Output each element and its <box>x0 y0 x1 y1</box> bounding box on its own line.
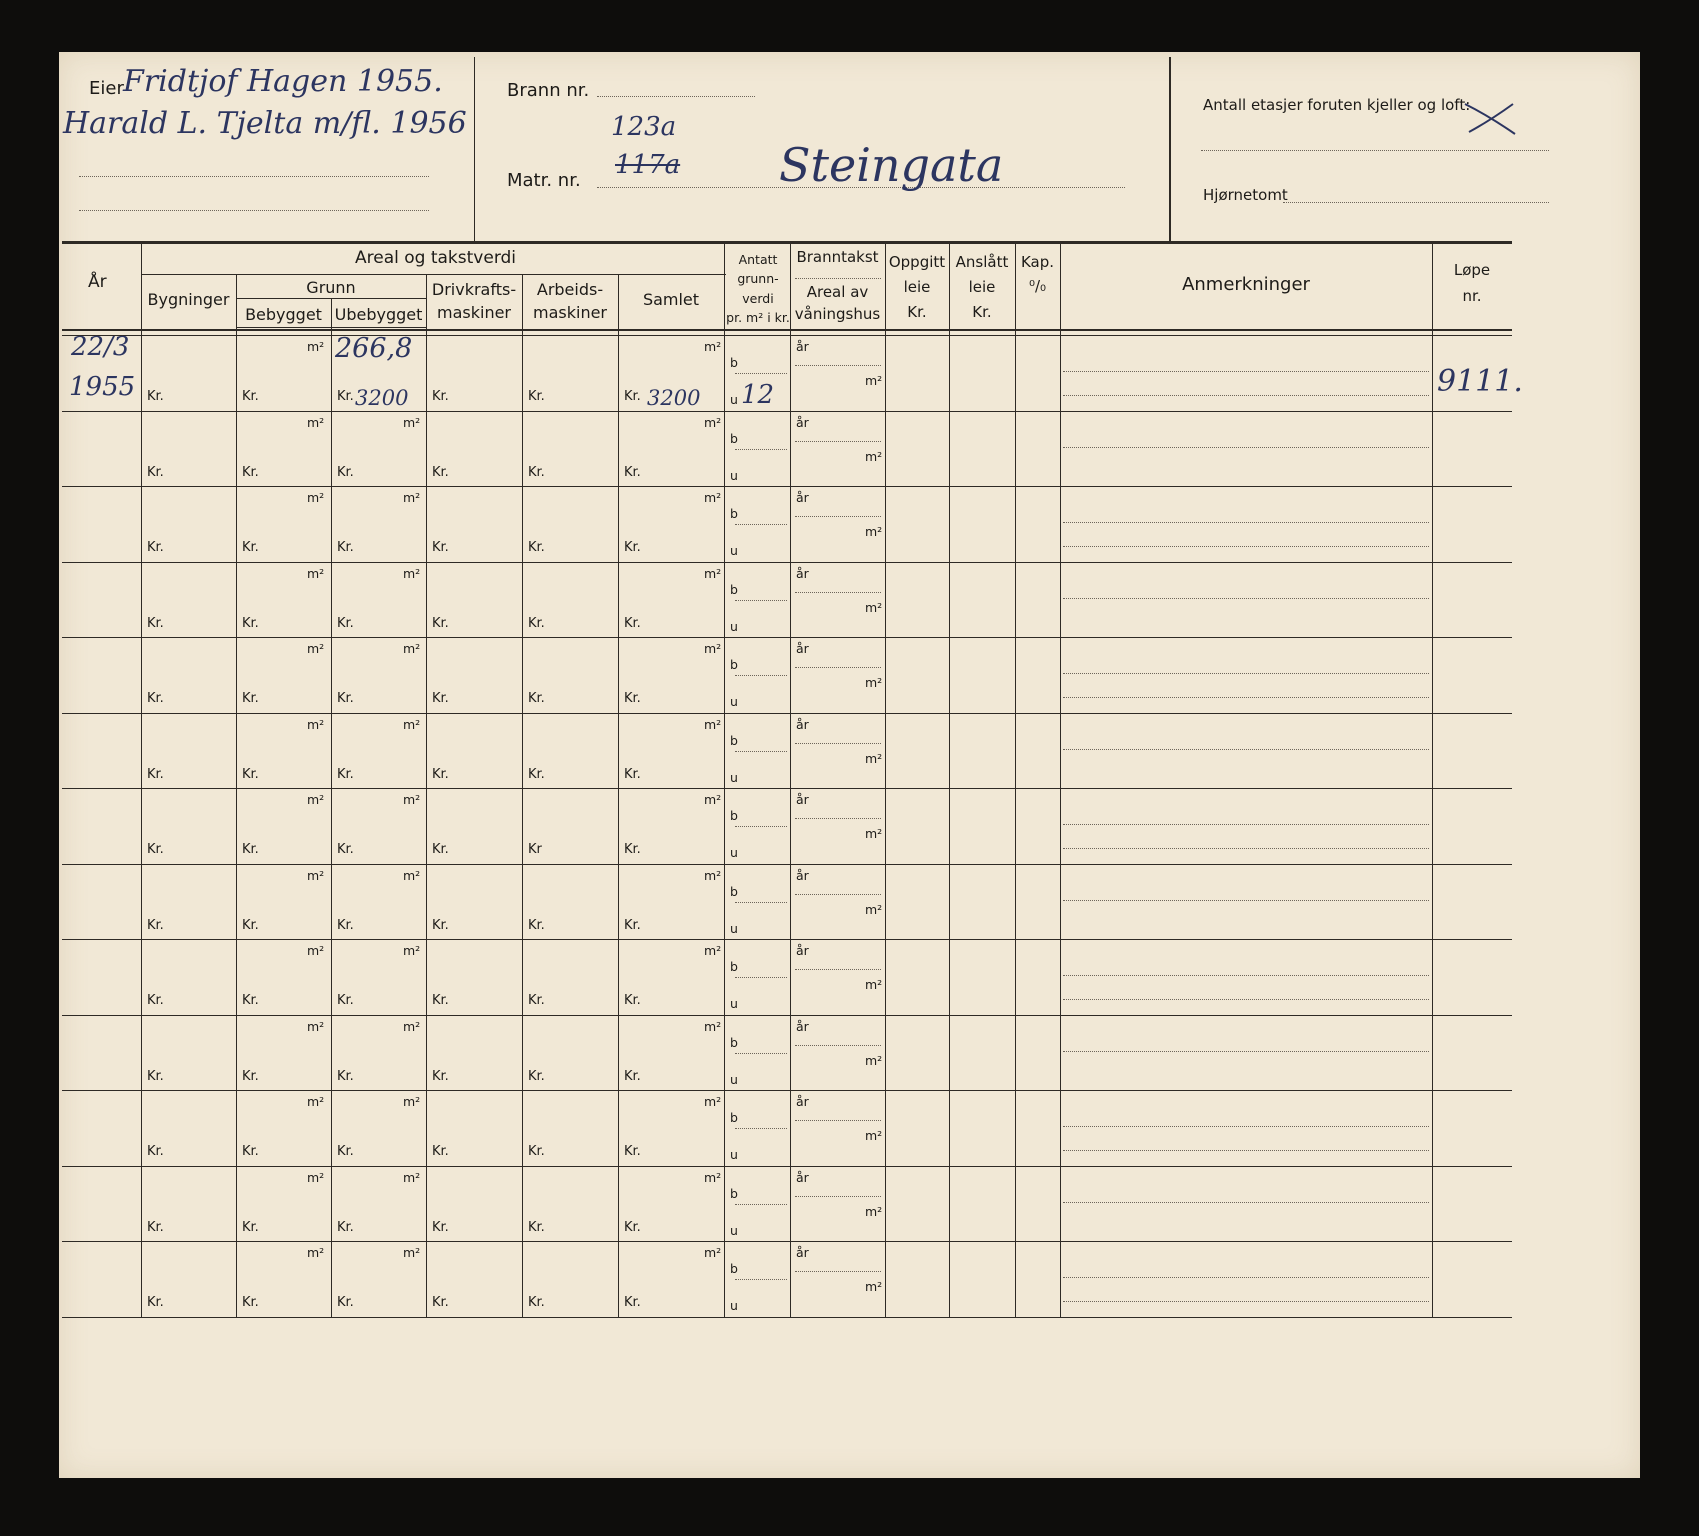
row-1-ubebygget-area: 266,8 <box>335 333 413 364</box>
column-line <box>522 274 523 1317</box>
m2-label: m² <box>865 977 883 992</box>
kr-label: Kr. <box>242 1219 259 1235</box>
u-label: u <box>730 1222 738 1238</box>
kr-label: Kr. <box>337 766 354 782</box>
kr-label: Kr. <box>337 842 354 857</box>
col-bygninger: Bygninger <box>147 290 230 309</box>
u-label: u <box>730 1298 738 1313</box>
anmerkninger-line <box>1063 824 1429 825</box>
row-divider <box>62 788 1512 789</box>
kr-label: Kr. <box>242 993 259 1008</box>
m2-label: m² <box>403 414 421 430</box>
kr-label: Kr. <box>147 1295 164 1310</box>
m2-label: m² <box>403 716 421 732</box>
kr-label: Kr. <box>147 1219 164 1235</box>
ar-label: år <box>796 716 809 732</box>
m2-label: m² <box>307 414 325 430</box>
column-line <box>426 274 427 1317</box>
column-line <box>885 241 886 1317</box>
kr-label: Kr. <box>624 1068 641 1084</box>
m2-label: m² <box>403 943 421 958</box>
b-label: b <box>730 506 738 521</box>
u-label: u <box>730 694 738 709</box>
kr-label: Kr. <box>337 1219 354 1235</box>
kr-label: Kr. <box>528 1219 545 1235</box>
matr-new: 123a <box>611 112 677 142</box>
m2-label: m² <box>403 867 421 883</box>
m2-label: m² <box>704 490 722 505</box>
kr-label: Kr. <box>624 917 641 933</box>
anmerkninger-line <box>1063 598 1429 599</box>
m2-label: m² <box>307 641 325 656</box>
row-divider <box>62 939 1512 940</box>
m2-label: m² <box>865 750 883 766</box>
u-label: u <box>730 996 738 1011</box>
col-grunn: Grunn <box>306 278 356 297</box>
kr-label: Kr. <box>337 993 354 1008</box>
u-label: u <box>730 769 738 785</box>
kr-label: Kr. <box>337 540 354 555</box>
col-ubebygget: Ubebygget <box>334 305 423 324</box>
kr-label: Kr. <box>432 1068 449 1084</box>
anmerkninger-line <box>1063 848 1429 849</box>
column-line <box>331 298 332 1317</box>
ar-label: år <box>796 792 809 807</box>
hjornetomt-label: Hjørnetomt <box>1203 186 1288 204</box>
m2-label: m² <box>865 1203 883 1219</box>
kr-label: Kr. <box>337 691 354 706</box>
kr-label: Kr. <box>432 1144 449 1159</box>
col-oppgitt-leie: Oppgitt leie Kr. <box>888 253 946 321</box>
kr-label: Kr. <box>242 766 259 782</box>
m2-label: m² <box>865 1128 883 1143</box>
m2-label: m² <box>307 339 325 354</box>
m2-label: m² <box>403 1018 421 1034</box>
b-label: b <box>730 808 738 823</box>
kr-label: Kr. <box>624 1144 641 1159</box>
kr-label: Kr. <box>528 766 545 782</box>
x-mark-icon <box>1461 98 1521 138</box>
anmerkninger-line <box>1063 447 1429 448</box>
kr-label: Kr. <box>432 766 449 782</box>
kr-label: Kr. <box>242 691 259 706</box>
kr-label: Kr. <box>147 464 164 480</box>
m2-label: m² <box>403 1245 421 1260</box>
anmerkninger-line <box>1063 546 1429 547</box>
column-line <box>790 241 791 1317</box>
anmerkninger-line <box>1063 522 1429 523</box>
kr-label: Kr. <box>624 691 641 706</box>
m2-label: m² <box>865 599 883 615</box>
ar-label: år <box>796 641 809 656</box>
m2-label: m² <box>865 1052 883 1068</box>
anmerkninger-line <box>1063 697 1429 698</box>
m2-label: m² <box>403 1169 421 1185</box>
kr-label: Kr. <box>337 917 354 933</box>
row-divider <box>62 1317 1512 1318</box>
eier-label: Eier <box>89 78 124 99</box>
m2-label: m² <box>307 943 325 958</box>
col-drivkrafts: Drivkrafts- maskiner <box>431 280 517 323</box>
kr-label: Kr. <box>432 389 449 404</box>
row-divider <box>62 713 1512 714</box>
col-areal-og-takstverdi: Areal og takstverdi <box>355 248 517 268</box>
kr-label: Kr. <box>528 917 545 933</box>
m2-label: m² <box>403 490 421 505</box>
kr-label: Kr. <box>242 389 259 404</box>
ar-label: år <box>796 1169 809 1185</box>
kr-label: Kr. <box>432 917 449 933</box>
anmerkninger-line <box>1063 975 1429 976</box>
kr-label: Kr. <box>624 464 641 480</box>
col-samlet: Samlet <box>642 290 700 309</box>
row-divider <box>62 411 1512 412</box>
row-1-date-day: 22/3 <box>71 332 130 362</box>
kr-label: Kr. <box>337 1068 354 1084</box>
row-divider <box>62 1166 1512 1167</box>
row-divider <box>62 1090 1512 1091</box>
row-divider <box>62 1015 1512 1016</box>
column-line <box>1060 241 1061 1317</box>
etasjer-label: Antall etasjer foruten kjeller og loft: <box>1203 96 1471 114</box>
m2-label: m² <box>704 1018 722 1034</box>
m2-label: m² <box>865 1279 883 1294</box>
m2-label: m² <box>704 414 722 430</box>
col-antatt: Antatt grunn- verdi pr. m² i kr. <box>726 252 790 326</box>
anmerkninger-line <box>1063 999 1429 1000</box>
m2-label: m² <box>704 1094 722 1109</box>
m2-label: m² <box>704 641 722 656</box>
b-label: b <box>730 1110 738 1125</box>
anmerkninger-line <box>1063 1051 1429 1052</box>
row-1-ubebygget-kr: 3200 <box>355 386 409 410</box>
col-anslatt-leie: Anslått leie Kr. <box>955 253 1009 321</box>
ar-label: år <box>796 490 809 505</box>
kr-label: Kr. <box>432 691 449 706</box>
kr-label: Kr. <box>624 1295 641 1310</box>
b-label: b <box>730 1261 738 1276</box>
row-1-samlet-kr: 3200 <box>647 386 701 410</box>
kr-label: Kr. <box>432 615 449 631</box>
b-label: b <box>730 1034 738 1050</box>
kr-label: Kr. <box>242 1295 259 1310</box>
kr-label: Kr. <box>337 615 354 631</box>
b-label: b <box>730 883 738 899</box>
kr-label: Kr. <box>337 1295 354 1310</box>
kr-label: Kr. <box>624 1219 641 1235</box>
kr-label: Kr. <box>147 917 164 933</box>
b-label: b <box>730 657 738 672</box>
anmerkninger-line <box>1063 673 1429 674</box>
kr-label: Kr. <box>147 540 164 555</box>
m2-label: m² <box>865 675 883 690</box>
owner-2: Harald L. Tjelta m/fl. 1956 <box>63 106 467 141</box>
column-line <box>724 241 725 1317</box>
kr-label: Kr. <box>432 842 449 857</box>
kr-label: Kr. <box>242 615 259 631</box>
kr-label: Kr. <box>624 766 641 782</box>
kr-label: Kr. <box>432 1295 449 1310</box>
kr-label: Kr. <box>242 464 259 480</box>
m2-label: m² <box>403 641 421 656</box>
ar-label: år <box>796 414 809 430</box>
m2-label: m² <box>307 1245 325 1260</box>
kr-label: Kr. <box>624 540 641 555</box>
b-label: b <box>730 732 738 748</box>
u-label: u <box>730 920 738 936</box>
m2-label: m² <box>865 373 883 388</box>
kr-label: Kr. <box>147 842 164 857</box>
m2-label: m² <box>865 524 883 539</box>
m2-label: m² <box>704 1169 722 1185</box>
m2-label: m² <box>403 1094 421 1109</box>
col-ar: År <box>88 272 107 292</box>
kr-label: Kr. <box>147 1144 164 1159</box>
anmerkninger-line <box>1063 1150 1429 1151</box>
u-label: u <box>730 467 738 483</box>
column-line <box>949 241 950 1317</box>
kr-label: Kr. <box>337 464 354 480</box>
matr-old: 117a <box>615 150 681 180</box>
kr-label: Kr. <box>147 993 164 1008</box>
kr-label: Kr. <box>147 615 164 631</box>
kr-label: Kr. <box>528 691 545 706</box>
kr-label: Kr. <box>147 1068 164 1084</box>
u-label: u <box>730 845 738 860</box>
kr-label: Kr. <box>624 389 641 404</box>
col-bebygget: Bebygget <box>245 305 322 324</box>
col-lopenr: Løpe nr. <box>1453 261 1491 305</box>
ar-label: år <box>796 1245 809 1260</box>
row-divider <box>62 486 1512 487</box>
col-anmerkninger: Anmerkninger <box>1182 274 1310 295</box>
column-line <box>618 274 619 1317</box>
row-divider <box>62 1241 1512 1242</box>
m2-label: m² <box>307 565 325 581</box>
ar-label: år <box>796 1018 809 1034</box>
kr-label: Kr. <box>147 389 164 404</box>
col-areal-av-vaningshus: Areal av våningshus <box>794 283 881 323</box>
m2-label: m² <box>704 565 722 581</box>
u-label: u <box>730 618 738 634</box>
kr-label: Kr. <box>528 1144 545 1159</box>
m2-label: m² <box>307 867 325 883</box>
kr-label: Kr. <box>528 464 545 480</box>
kr-label: Kr. <box>432 540 449 555</box>
anmerkninger-line <box>1063 1277 1429 1278</box>
brann-label: Brann nr. <box>507 80 590 101</box>
anmerkninger-line <box>1063 1126 1429 1127</box>
kr-label: Kr. <box>147 766 164 782</box>
matr-label: Matr. nr. <box>507 170 581 191</box>
anmerkninger-line <box>1063 900 1429 901</box>
row-1-lopenr: 9111. <box>1437 364 1523 399</box>
b-label: b <box>730 1185 738 1201</box>
row-1-date-year: 1955 <box>69 372 136 402</box>
m2-label: m² <box>704 943 722 958</box>
ar-label: år <box>796 943 809 958</box>
kr-label: Kr <box>528 842 542 857</box>
property-registry-card <box>59 52 1640 1478</box>
col-kap: Kap. ⁰/₀ <box>1020 253 1055 295</box>
m2-label: m² <box>865 826 883 841</box>
kr-label: Kr. <box>337 1144 354 1159</box>
m2-label: m² <box>307 792 325 807</box>
u-label: u <box>730 392 738 407</box>
m2-label: m² <box>865 448 883 464</box>
kr-label: Kr. <box>624 842 641 857</box>
b-label: b <box>730 581 738 597</box>
kr-label: Kr. <box>624 615 641 631</box>
m2-label: m² <box>704 867 722 883</box>
m2-label: m² <box>307 716 325 732</box>
row-divider <box>62 864 1512 865</box>
kr-label: Kr. <box>528 615 545 631</box>
m2-label: m² <box>704 792 722 807</box>
column-line <box>1432 241 1433 1317</box>
kr-label: Kr. <box>147 691 164 706</box>
column-line <box>1015 241 1016 1317</box>
column-line <box>141 241 142 1317</box>
kr-label: Kr. <box>242 540 259 555</box>
m2-label: m² <box>307 1094 325 1109</box>
m2-label: m² <box>704 339 722 354</box>
row-divider <box>62 637 1512 638</box>
column-line <box>236 274 237 1317</box>
m2-label: m² <box>704 716 722 732</box>
kr-label: Kr. <box>337 389 354 404</box>
owner-1: Fridtjof Hagen 1955. <box>123 64 443 99</box>
m2-label: m² <box>403 565 421 581</box>
kr-label: Kr. <box>528 993 545 1008</box>
ar-label: år <box>796 1094 809 1109</box>
anmerkninger-line <box>1063 749 1429 750</box>
m2-label: m² <box>307 1018 325 1034</box>
anmerkninger-line <box>1063 371 1429 372</box>
street-name: Steingata <box>779 138 1004 192</box>
kr-label: Kr. <box>242 917 259 933</box>
u-label: u <box>730 1071 738 1087</box>
m2-label: m² <box>704 1245 722 1260</box>
kr-label: Kr. <box>432 464 449 480</box>
m2-label: m² <box>307 490 325 505</box>
anmerkninger-line <box>1063 395 1429 396</box>
anmerkninger-line <box>1063 1202 1429 1203</box>
kr-label: Kr. <box>242 1068 259 1084</box>
b-label: b <box>730 430 738 446</box>
kr-label: Kr. <box>242 1144 259 1159</box>
ar-label: år <box>796 565 809 581</box>
ar-label: år <box>796 339 809 354</box>
kr-label: Kr. <box>432 1219 449 1235</box>
kr-label: Kr. <box>242 842 259 857</box>
col-arbeids: Arbeids- maskiner <box>533 280 607 323</box>
u-label: u <box>730 543 738 558</box>
m2-label: m² <box>403 792 421 807</box>
kr-label: Kr. <box>528 389 545 404</box>
kr-label: Kr. <box>432 993 449 1008</box>
anmerkninger-line <box>1063 1301 1429 1302</box>
m2-label: m² <box>307 1169 325 1185</box>
kr-label: Kr. <box>528 1068 545 1084</box>
u-label: u <box>730 1147 738 1162</box>
kr-label: Kr. <box>528 540 545 555</box>
row-1-antatt: 12 <box>741 380 775 410</box>
ar-label: år <box>796 867 809 883</box>
kr-label: Kr. <box>528 1295 545 1310</box>
col-branntakst: Branntakst <box>796 248 879 266</box>
b-label: b <box>730 355 738 370</box>
b-label: b <box>730 959 738 974</box>
kr-label: Kr. <box>624 993 641 1008</box>
row-divider <box>62 562 1512 563</box>
m2-label: m² <box>865 901 883 917</box>
